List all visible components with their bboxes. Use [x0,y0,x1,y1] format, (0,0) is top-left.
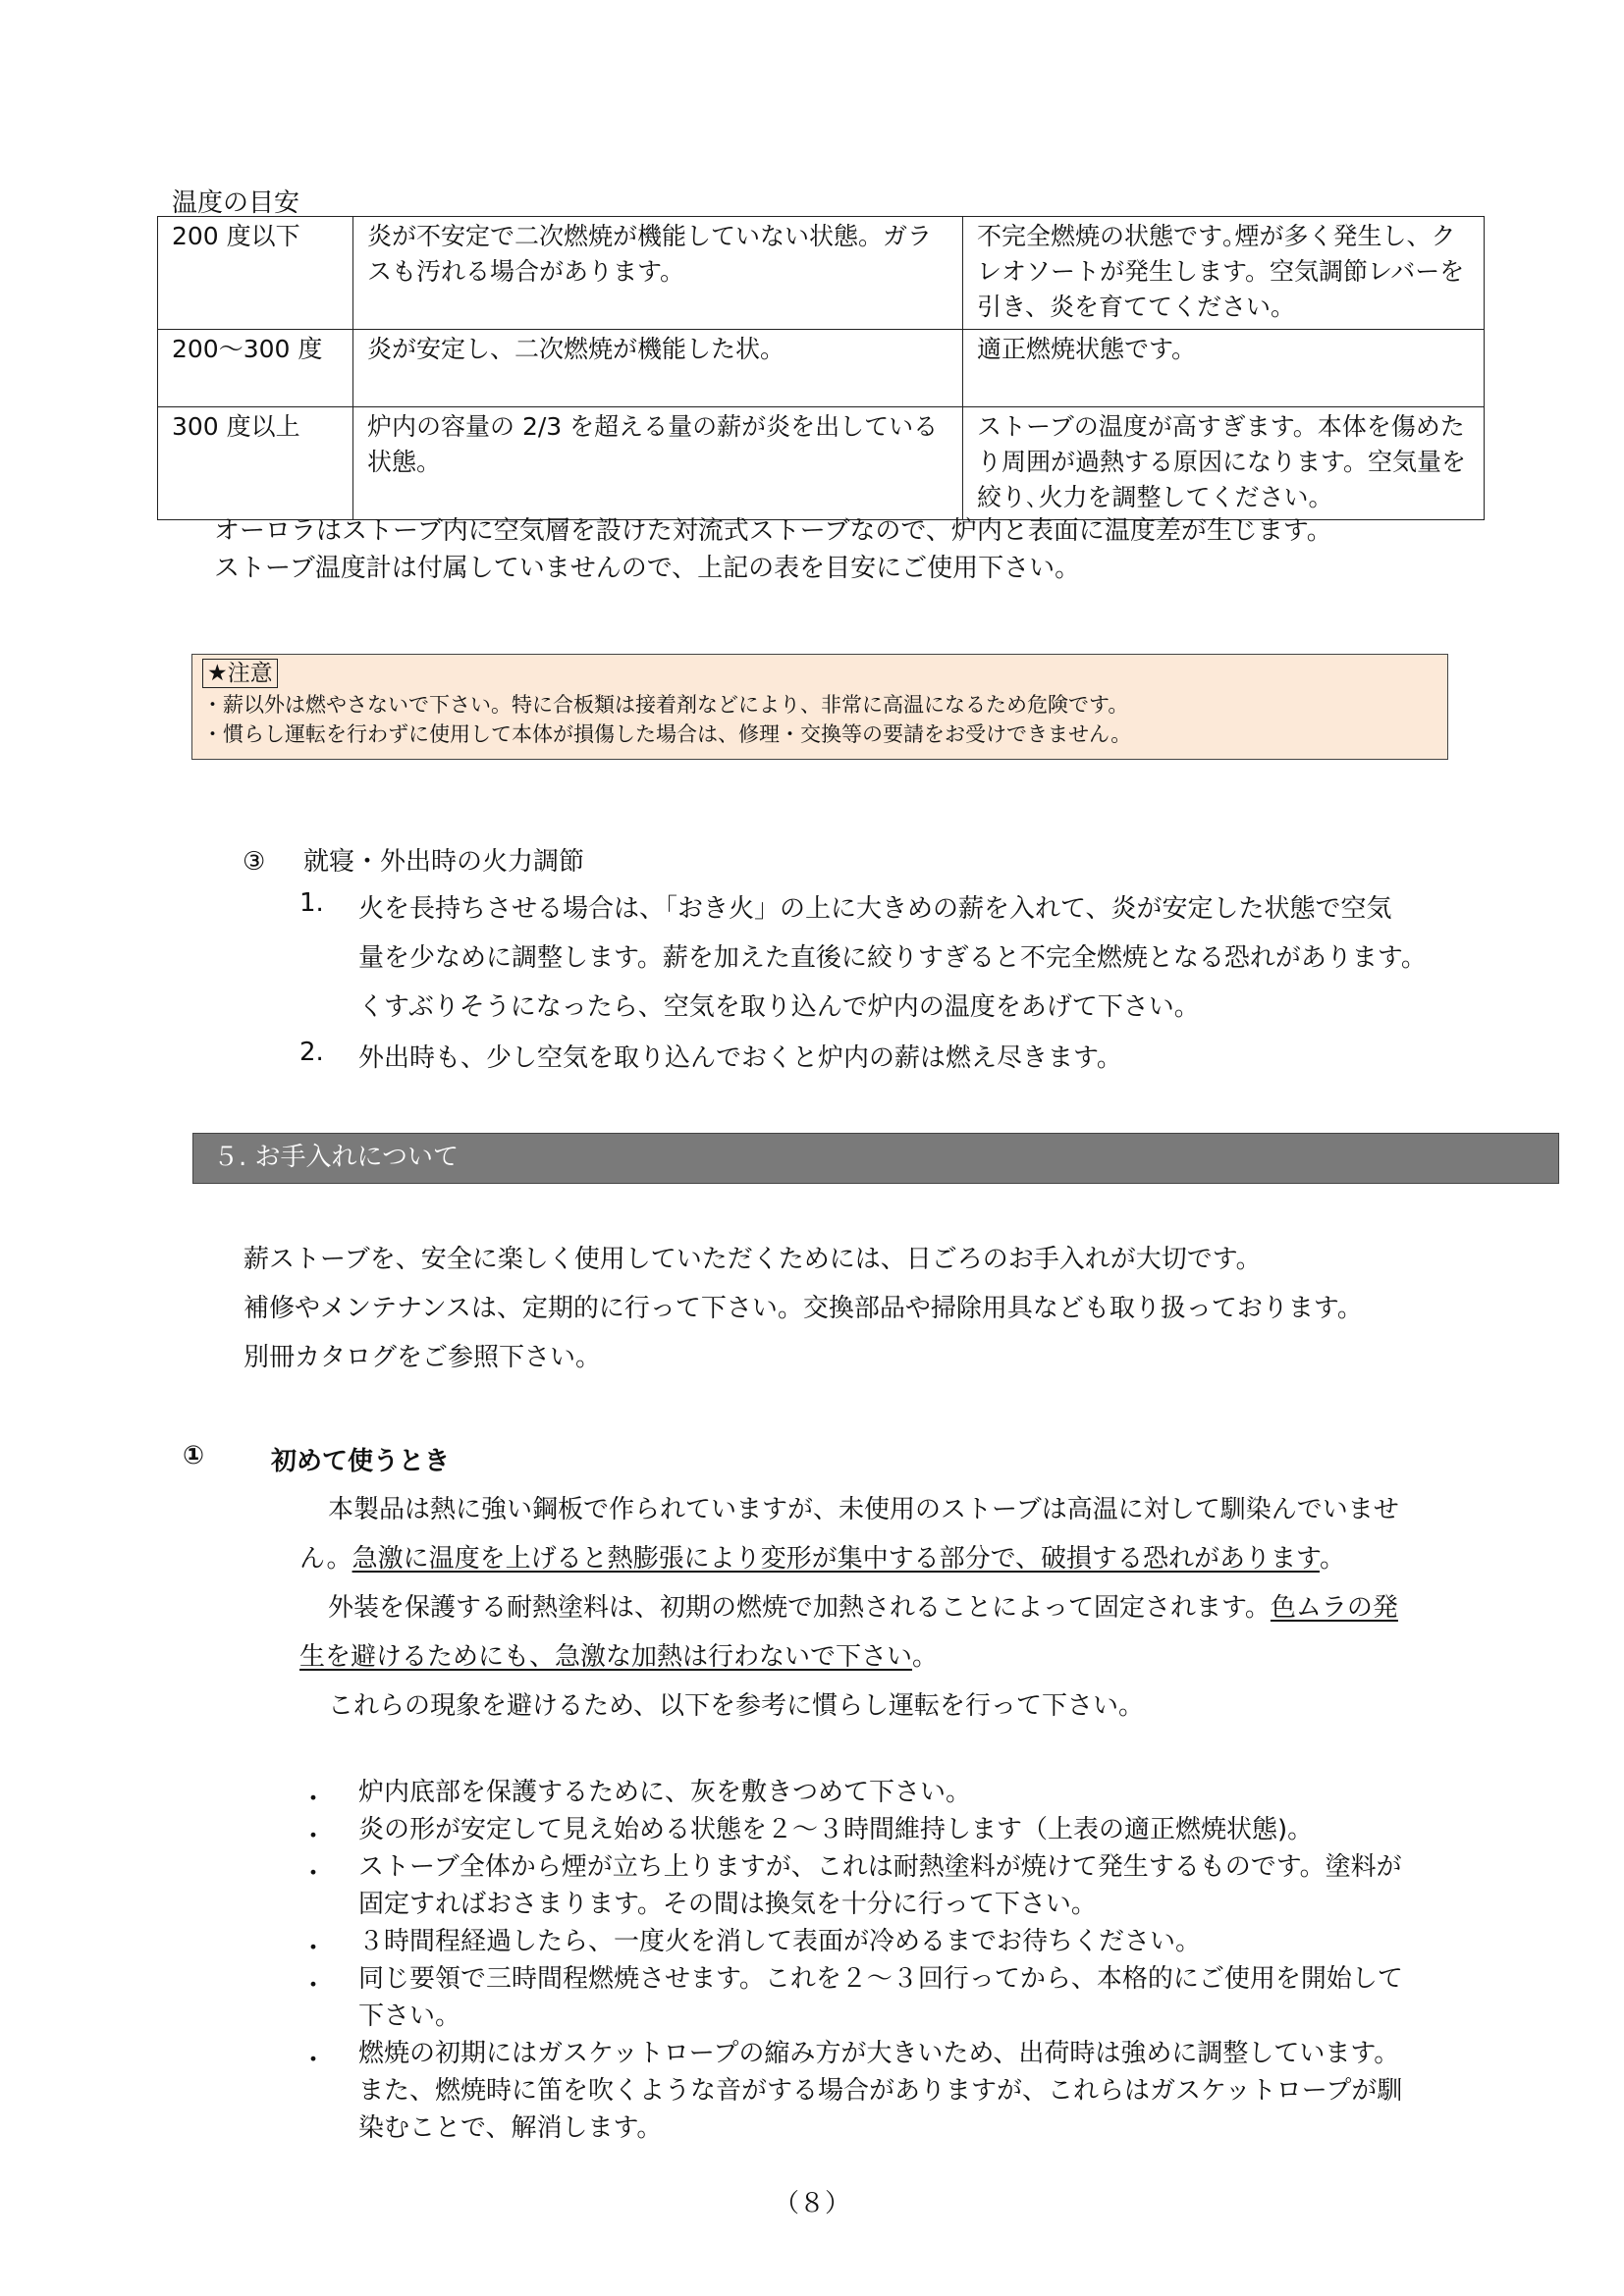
intro-line: 薪ストーブを、安全に楽しく使用していただくためには、日ごろのお手入れが大切です。 [244,1245,1262,1274]
caution-line: ・薪以外は燃やさないで下さい。特に合板類は接着剤などにより、非常に高温になるため危険です。 [202,693,1129,717]
list-number: 2. [299,1038,324,1067]
bullet-line: 下さい。 [358,2002,461,2031]
bullet-line: また、燃焼時に笛を吹くような音がする場合がありますが、これらはガスケットロープが馴 [358,2076,1403,2106]
underlined-warning: 急激に温度を上げると熱膨張により変形が集中する部分で、破損する恐れがあります [352,1544,1320,1574]
bullet-mark: ・ [300,1822,327,1851]
table-caption: 温度の目安 [172,188,300,218]
bullet-line: 炉内底部を保護するために、灰を敷きつめて下さい。 [358,1778,972,1807]
bullet-line: ３時間程経過したら、一度火を消して表面が冷めるまでお待ちください。 [358,1927,1202,1956]
subsection-heading [243,841,584,878]
state-cell: 炎が不安定で二次燃焼が機能していない状態。ガラスも汚れる場合があります。 [353,217,963,330]
body-line: ん。急激に温度を上げると熱膨張により変形が集中する部分で、破損する恐れがあります。 [299,1544,1345,1574]
advice-cell: 不完全燃焼の状態です｡煙が多く発生し、クレオソートが発生します。空気調節レバーを引き、炎を育ててください。 [963,217,1485,330]
advice-cell: 適正燃焼状態です。 [963,330,1485,407]
caution-box [191,654,1448,760]
temp-cell: 200 度以下 [158,217,353,330]
bullet-line: 同じ要領で三時間程燃焼させます。これを２〜３回行ってから、本格的にご使用を開始して [358,1964,1403,1994]
list-item-line: 火を長持ちさせる場合は、「おき火」の上に大きめの薪を入れて、炎が安定した状態で空気 [358,894,1392,924]
body-line: 本製品は熱に強い鋼板で作られていますが、未使用のストーブは高温に対して馴染んでいませ [328,1495,1399,1524]
bullet-mark: ・ [300,1859,327,1889]
advice-cell: ストーブの温度が高すぎます。本体を傷めたり周囲が過熱する原因になります。空気量を絞り､火力を調整してください。 [963,407,1485,520]
list-item-line: 量を少なめに調整します。薪を加えた直後に絞りすぎると不完全燃焼となる恐れがあります。 [358,943,1427,973]
table-row [158,330,1485,407]
subsection-number: ③ [243,847,266,877]
temperature-guide-table [157,216,1485,520]
subsection-title: 就寝・外出時の火力調節 [303,847,585,877]
bullet-line: 炎の形が安定して見え始める状態を２〜３時間維持します（上表の適正燃焼状態)。 [358,1815,1314,1844]
bullet-line: 固定すればおさまります。その間は換気を十分に行って下さい。 [358,1890,1097,1919]
bullet-mark: ・ [300,1785,327,1814]
intro-line: 補修やメンテナンスは、定期的に行って下さい。交換部品や掃除用具なども取り扱っております。 [244,1294,1363,1323]
list-number: 1. [299,888,324,918]
temp-cell: 300 度以上 [158,407,353,520]
caution-title: ★注意 [202,659,278,688]
list-item-line: くすぶりそうになったら、空気を取り込んで炉内の温度をあげて下さい。 [358,992,1200,1022]
bullet-line: ストーブ全体から煙が立ち上りますが、これは耐熱塗料が焼けて発生するものです。塗料が [358,1852,1402,1882]
heading-number: ① [183,1441,205,1470]
body-line: 外装を保護する耐熱塗料は、初期の燃焼で加熱されることによって固定されます。色ムラの発 [328,1593,1398,1623]
note-line: ストーブ温度計は付属していませんので、上記の表を目安にご使用下さい。 [214,554,1081,583]
temp-cell: 200〜300 度 [158,330,353,407]
bullet-mark: ・ [300,1934,327,1963]
section-header-bar: ５. お手入れについて [192,1133,1559,1184]
table-row [158,217,1485,330]
body-line: これらの現象を避けるため、以下を参考に慣らし運転を行って下さい。 [328,1691,1144,1721]
bullet-mark: ・ [300,1971,327,2001]
bullet-mark: ・ [300,2046,327,2075]
state-cell: 炉内の容量の 2/3 を超える量の薪が炎を出している状態。 [353,407,963,520]
list-item-line: 外出時も、少し空気を取り込んでおくと炉内の薪は燃え尽きます。 [358,1043,1122,1073]
page-number: （８） [773,2189,850,2218]
underlined-warning: 色ムラの発 [1270,1593,1398,1623]
state-cell: 炎が安定し、二次燃焼が機能した状。 [353,330,963,407]
heading-title: 初めて使うとき [271,1447,451,1476]
note-line: オーロラはストーブ内に空気層を設けた対流式ストーブなので、炉内と表面に温度差が生じます。 [214,516,1332,546]
body-line: 生を避けるためにも、急激な加熱は行わないで下さい。 [299,1642,939,1672]
bullet-line: 燃焼の初期にはガスケットロープの縮み方が大きいため、出荷時は強めに調整しています。 [358,2039,1400,2068]
bullet-line: 染むことで、解消します。 [358,2113,663,2143]
underlined-warning: 生を避けるためにも、急激な加熱は行わないで下さい [299,1642,913,1672]
table-row [158,407,1485,520]
intro-line: 別冊カタログをご参照下さい。 [244,1343,602,1372]
caution-line: ・慣らし運転を行わずに使用して本体が損傷した場合は、修理・交換等の要請をお受けできません。 [202,722,1132,746]
